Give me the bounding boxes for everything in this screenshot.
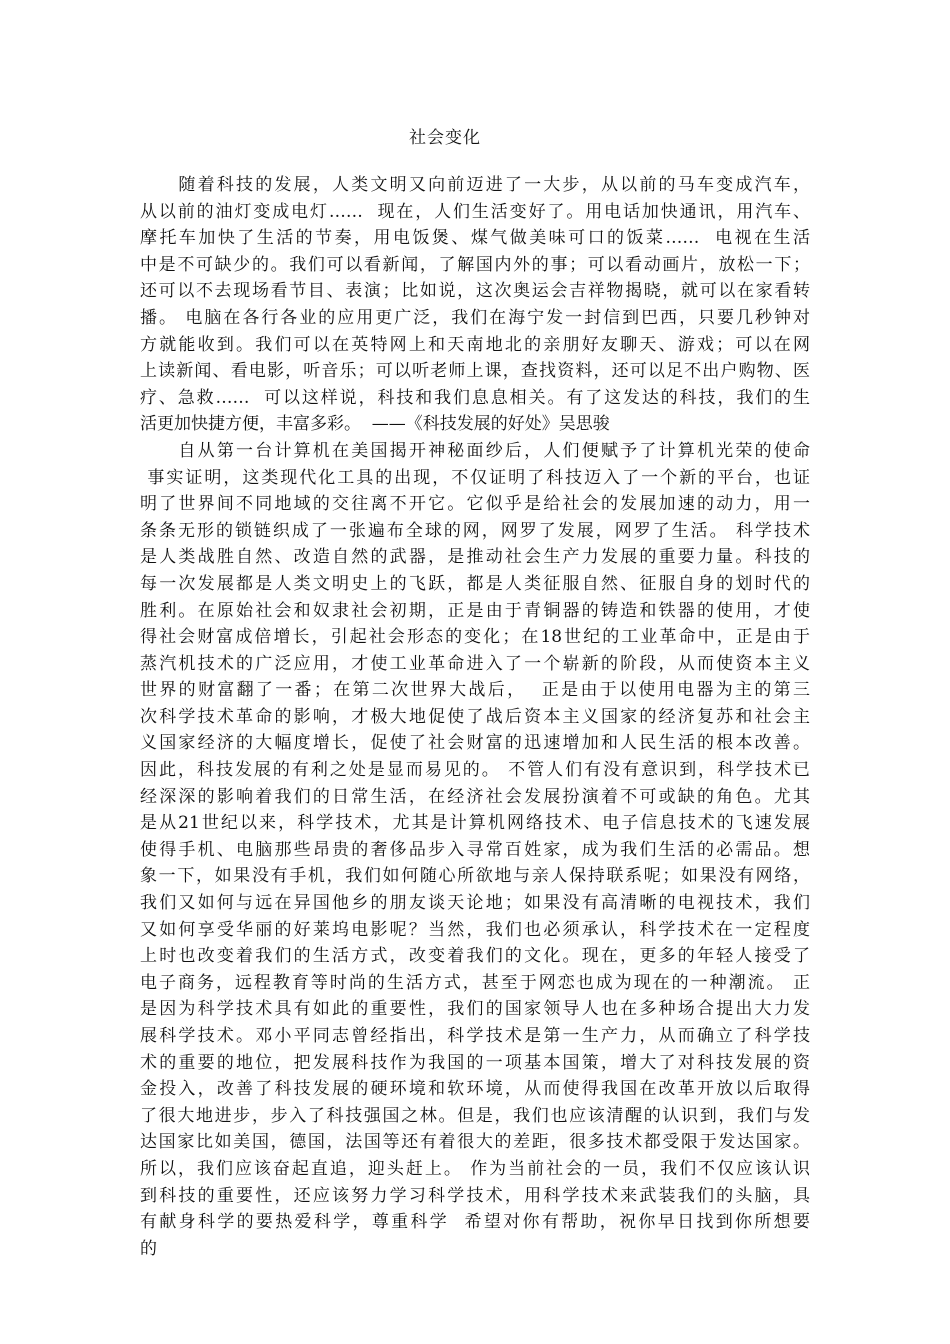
- text-line: 上读新闻、看电影，听音乐；可以听老师上课，查找资料，还可以足不出户购物、医: [140, 361, 810, 382]
- text-line: 到科技的重要性，还应该努力学习科学技术，用科学技术来武装我们的头脑，具: [140, 1185, 810, 1206]
- text-line: 是人类战胜自然、改造自然的武器，是推动社会生产力发展的重要力量。科技的: [140, 547, 810, 568]
- text-line: 达国家比如美国，德国，法国等还有着很大的差距，很多技术都受限于发达国家。: [140, 1132, 810, 1153]
- text-line: 经深深的影响着我们的日常生活，在经济社会发展扮演着不可或缺的角色。尤其: [140, 786, 810, 807]
- text-line: 术的重要的地位，把发展科技作为我国的一项基本国策，增大了对科技发展的资: [140, 1052, 810, 1073]
- text-line: 播。 电脑在各行各业的应用更广泛，我们在海宁发一封信到巴西，只要几秒钟对: [140, 307, 810, 328]
- text-line: 电子商务，远程教育等时尚的生活方式，甚至于网恋也成为现在的一种潮流。 正: [140, 972, 810, 993]
- text-line: 从以前的油灯变成电灯…… 现在，人们生活变好了。用电话加快通讯，用汽车、: [140, 201, 810, 222]
- text-line: 了很大地进步，步入了科技强国之林。但是，我们也应该清醒的认识到，我们与发: [140, 1105, 810, 1126]
- text-line: 上时也改变着我们的生活方式，改变着我们的文化。现在，更多的年轻人接受了: [140, 946, 810, 967]
- text-line: 金投入，改善了科技发展的硬环境和软环境，从而使得我国在改革开放以后取得: [140, 1079, 810, 1100]
- text-line: 还可以不去现场看节目、表演；比如说，这次奥运会吉祥物揭晓，就可以在家看转: [140, 281, 810, 302]
- text-line: 条条无形的锁链织成了一张遍布全球的网，网罗了发展，网罗了生活。 科学技术: [140, 520, 810, 541]
- text-line: 使得手机、电脑那些昂贵的奢侈品步入寻常百姓家，成为我们生活的必需品。想: [140, 839, 810, 860]
- text-line: 随着科技的发展，人类文明又向前迈进了一大步，从以前的马车变成汽车，: [140, 175, 810, 195]
- text-line: 蒸汽机技术的广泛应用，才使工业革命进入了一个崭新的阶段，从而使资本主义: [140, 653, 810, 674]
- text-line: 象一下，如果没有手机，我们如何随心所欲地与亲人保持联系呢；如果没有网络，: [140, 866, 810, 887]
- text-line: 展科学技术。邓小平同志曾经指出，科学技术是第一生产力，从而确立了科学技: [140, 1026, 810, 1046]
- text-line: 事实证明，这类现代化工具的出现，不仅证明了科技迈入了一个新的平台，也证: [140, 467, 810, 488]
- text-line: 是因为科学技术具有如此的重要性，我们的国家领导人也在多种场合提出大力发: [140, 999, 810, 1020]
- text-line: 因此，科技发展的有利之处是显而易见的。 不管人们有没有意识到，科学技术已: [140, 760, 810, 781]
- text-line: 胜利。在原始社会和奴隶社会初期，正是由于青铜器的铸造和铁器的使用，才使: [140, 600, 810, 621]
- text-line: 我们又如何与远在异国他乡的朋友谈天论地；如果没有高清晰的电视技术，我们: [140, 893, 810, 914]
- text-line: 自从第一台计算机在美国揭开神秘面纱后，人们便赋予了计算机光荣的使命: [140, 440, 810, 461]
- text-line: 中是不可缺少的。我们可以看新闻，了解国内外的事；可以看动画片，放松一下；: [140, 254, 810, 275]
- text-line: 所以，我们应该奋起直追，迎头赶上。 作为当前社会的一员，我们不仅应该认识: [140, 1158, 810, 1179]
- text-line: 义国家经济的大幅度增长，促使了社会财富的迅速增加和人民生活的根本改善。: [140, 733, 810, 754]
- text-line: 明了世界间不同地域的交往离不开它。它似乎是给社会的发展加速的动力，用一: [140, 494, 810, 515]
- text-line: 方就能收到。我们可以在英特网上和天南地北的亲朋好友聊天、游戏；可以在网: [140, 334, 810, 355]
- text-line: 有献身科学的要热爱科学，尊重科学 希望对你有帮助，祝你早日找到你所想要: [140, 1212, 810, 1233]
- text-line: 得社会财富成倍增长，引起社会形态的变化；在18世纪的工业革命中，正是由于: [140, 627, 810, 648]
- text-line: 的: [140, 1238, 157, 1259]
- text-line: 活更加快捷方便，丰富多彩。 ——《科技发展的好处》吴思骏: [140, 414, 610, 435]
- text-line: 疗、急救…… 可以这样说，科技和我们息息相关。有了这发达的科技，我们的生: [140, 387, 810, 408]
- text-line: 又如何享受华丽的好莱坞电影呢？当然，我们也必须承认，科学技术在一定程度: [140, 919, 810, 940]
- text-line: 世界的财富翻了一番；在第二次世界大战后， 正是由于以使用电器为主的第三: [140, 680, 810, 701]
- text-line: 每一次发展都是人类文明史上的飞跃，都是人类征服自然、征服自身的划时代的: [140, 573, 810, 594]
- text-line: 摩托车加快了生活的节奏，用电饭煲、煤气做美味可口的饭菜…… 电视在生活: [140, 228, 810, 249]
- text-line: 是从21世纪以来，科学技术，尤其是计算机网络技术、电子信息技术的飞速发展: [140, 813, 810, 834]
- document-body: [140, 172, 810, 1262]
- text-line: 次科学技术革命的影响，才极大地促使了战后资本主义国家的经济复苏和社会主: [140, 706, 810, 727]
- document-title: 社会变化: [409, 128, 481, 148]
